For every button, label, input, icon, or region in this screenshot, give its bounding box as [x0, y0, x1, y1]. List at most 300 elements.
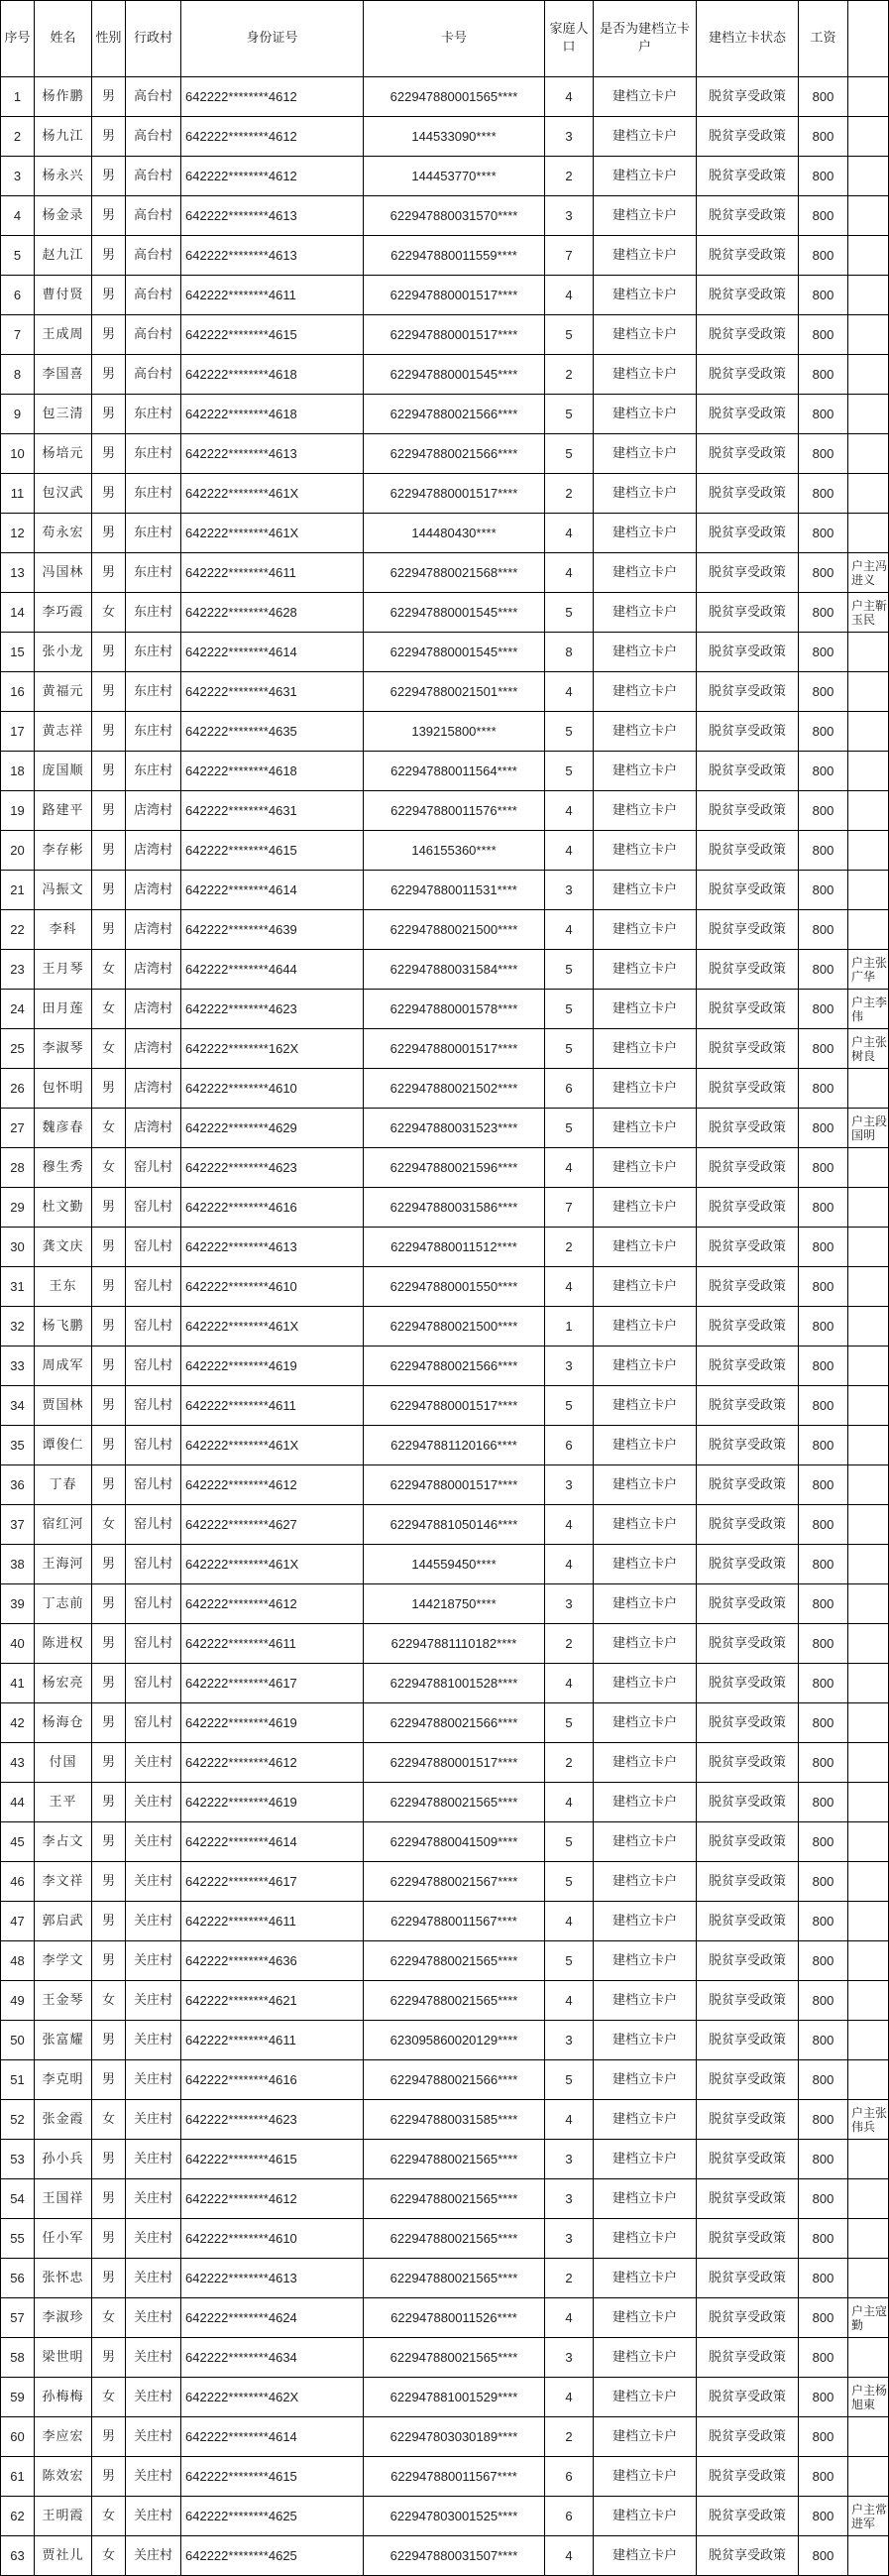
- cell-name: 包汉武: [35, 474, 92, 514]
- cell-established: 建档立卡户: [594, 434, 697, 474]
- cell-seq: 13: [1, 553, 35, 593]
- cell-seq: 2: [1, 117, 35, 157]
- cell-status: 脱贫享受政策: [697, 355, 799, 395]
- cell-established: 建档立卡户: [594, 1703, 697, 1743]
- cell-village: 关庄村: [126, 1822, 181, 1862]
- cell-sex: 男: [92, 2140, 126, 2179]
- cell-village: 关庄村: [126, 1783, 181, 1822]
- table-row: [1, 434, 889, 474]
- table-row: [1, 1743, 889, 1783]
- cell-wage: 800: [799, 1822, 848, 1862]
- cell-wage: 800: [799, 2338, 848, 2378]
- cell-village: 窑儿村: [126, 1584, 181, 1624]
- cell-wage: 800: [799, 1624, 848, 1664]
- table-row: [1, 1069, 889, 1109]
- table-row: [1, 1386, 889, 1426]
- cell-pop: 7: [545, 1188, 594, 1228]
- cell-sex: 女: [92, 2100, 126, 2140]
- cell-village: 窑儿村: [126, 1703, 181, 1743]
- cell-established: 建档立卡户: [594, 1307, 697, 1347]
- cell-established: 建档立卡户: [594, 474, 697, 514]
- cell-established: 建档立卡户: [594, 1862, 697, 1902]
- cell-status: 脱贫享受政策: [697, 2100, 799, 2140]
- cell-seq: 25: [1, 1029, 35, 1069]
- cell-status: 脱贫享受政策: [697, 2497, 799, 2536]
- cell-pop: 5: [545, 990, 594, 1029]
- cell-remark: [848, 474, 889, 514]
- cell-sex: 男: [92, 1307, 126, 1347]
- cell-wage: 800: [799, 1307, 848, 1347]
- cell-seq: 14: [1, 593, 35, 633]
- cell-established: 建档立卡户: [594, 910, 697, 950]
- cell-id: 642222********4613: [181, 2259, 364, 2298]
- cell-name: 李淑琴: [35, 1029, 92, 1069]
- cell-established: 建档立卡户: [594, 2219, 697, 2259]
- cell-name: 杨金录: [35, 196, 92, 236]
- cell-established: 建档立卡户: [594, 672, 697, 712]
- cell-seq: 16: [1, 672, 35, 712]
- cell-pop: 3: [545, 2179, 594, 2219]
- cell-card: 144533090****: [364, 117, 545, 157]
- cell-card: 622947880031523****: [364, 1109, 545, 1148]
- cell-status: 脱贫享受政策: [697, 2378, 799, 2417]
- cell-pop: 4: [545, 1902, 594, 1941]
- cell-seq: 31: [1, 1267, 35, 1307]
- cell-wage: 800: [799, 1188, 848, 1228]
- cell-remark: 户主张树良: [848, 1029, 889, 1069]
- cell-wage: 800: [799, 1584, 848, 1624]
- cell-village: 关庄村: [126, 1902, 181, 1941]
- cell-seq: 21: [1, 871, 35, 910]
- cell-pop: 4: [545, 1148, 594, 1188]
- cell-wage: 800: [799, 1902, 848, 1941]
- cell-village: 关庄村: [126, 2298, 181, 2338]
- cell-status: 脱贫享受政策: [697, 553, 799, 593]
- cell-sex: 女: [92, 593, 126, 633]
- cell-remark: [848, 2259, 889, 2298]
- cell-pop: 3: [545, 117, 594, 157]
- cell-established: 建档立卡户: [594, 2417, 697, 2457]
- cell-wage: 800: [799, 831, 848, 871]
- cell-card: 622947880021565****: [364, 1783, 545, 1822]
- cell-village: 高台村: [126, 196, 181, 236]
- cell-sex: 男: [92, 1822, 126, 1862]
- cell-seq: 39: [1, 1584, 35, 1624]
- cell-remark: [848, 1981, 889, 2021]
- cell-name: 穆生秀: [35, 1148, 92, 1188]
- cell-card: 622947880021565****: [364, 2140, 545, 2179]
- cell-established: 建档立卡户: [594, 355, 697, 395]
- cell-name: 梁世明: [35, 2338, 92, 2378]
- cell-wage: 800: [799, 2417, 848, 2457]
- cell-wage: 800: [799, 77, 848, 117]
- cell-village: 店湾村: [126, 791, 181, 831]
- cell-wage: 800: [799, 315, 848, 355]
- cell-established: 建档立卡户: [594, 395, 697, 434]
- cell-village: 关庄村: [126, 2140, 181, 2179]
- cell-sex: 男: [92, 1703, 126, 1743]
- cell-village: 窑儿村: [126, 1267, 181, 1307]
- table-row: [1, 474, 889, 514]
- header-card: 卡号: [364, 1, 545, 77]
- cell-village: 店湾村: [126, 1069, 181, 1109]
- table-row: [1, 1465, 889, 1505]
- table-row: [1, 593, 889, 633]
- table-row: [1, 2497, 889, 2536]
- cell-status: 脱贫享受政策: [697, 1941, 799, 1981]
- cell-remark: [848, 910, 889, 950]
- cell-status: 脱贫享受政策: [697, 1267, 799, 1307]
- cell-card: 622947880001550****: [364, 1267, 545, 1307]
- cell-seq: 46: [1, 1862, 35, 1902]
- cell-card: 622947803030189****: [364, 2417, 545, 2457]
- cell-status: 脱贫享受政策: [697, 1069, 799, 1109]
- cell-wage: 800: [799, 1941, 848, 1981]
- cell-name: 苟永宏: [35, 514, 92, 553]
- cell-pop: 5: [545, 2060, 594, 2100]
- cell-id: 642222********4614: [181, 1822, 364, 1862]
- table-row: [1, 1228, 889, 1267]
- cell-village: 东庄村: [126, 593, 181, 633]
- cell-card: 622947880001517****: [364, 315, 545, 355]
- cell-pop: 2: [545, 2259, 594, 2298]
- cell-wage: 800: [799, 1664, 848, 1703]
- cell-pop: 5: [545, 950, 594, 990]
- cell-id: 642222********461X: [181, 1545, 364, 1584]
- cell-established: 建档立卡户: [594, 1941, 697, 1981]
- cell-remark: 户主常进军: [848, 2497, 889, 2536]
- cell-seq: 8: [1, 355, 35, 395]
- cell-card: 622947880011531****: [364, 871, 545, 910]
- cell-name: 杨九江: [35, 117, 92, 157]
- cell-id: 642222********4611: [181, 553, 364, 593]
- cell-village: 关庄村: [126, 2259, 181, 2298]
- cell-name: 王国祥: [35, 2179, 92, 2219]
- cell-card: 144453770****: [364, 157, 545, 196]
- cell-pop: 5: [545, 1029, 594, 1069]
- cell-card: 622947880011526****: [364, 2298, 545, 2338]
- cell-name: 冯振文: [35, 871, 92, 910]
- cell-status: 脱贫享受政策: [697, 236, 799, 276]
- cell-pop: 4: [545, 2378, 594, 2417]
- cell-village: 窑儿村: [126, 1148, 181, 1188]
- cell-remark: [848, 236, 889, 276]
- cell-sex: 男: [92, 2021, 126, 2060]
- cell-wage: 800: [799, 950, 848, 990]
- cell-remark: 户主靳玉民: [848, 593, 889, 633]
- cell-id: 642222********4627: [181, 1505, 364, 1545]
- cell-name: 包三清: [35, 395, 92, 434]
- cell-remark: [848, 1069, 889, 1109]
- cell-village: 东庄村: [126, 434, 181, 474]
- cell-id: 642222********4613: [181, 196, 364, 236]
- cell-pop: 4: [545, 553, 594, 593]
- cell-village: 高台村: [126, 315, 181, 355]
- cell-remark: [848, 1703, 889, 1743]
- cell-name: 黄志祥: [35, 712, 92, 752]
- cell-status: 脱贫享受政策: [697, 950, 799, 990]
- cell-village: 东庄村: [126, 672, 181, 712]
- cell-card: 622947880031570****: [364, 196, 545, 236]
- cell-wage: 800: [799, 2021, 848, 2060]
- cell-id: 642222********4616: [181, 2060, 364, 2100]
- table-row: [1, 1188, 889, 1228]
- cell-card: 622947880011576****: [364, 791, 545, 831]
- cell-wage: 800: [799, 633, 848, 672]
- cell-card: 622947880021565****: [364, 2338, 545, 2378]
- cell-pop: 5: [545, 1941, 594, 1981]
- cell-sex: 男: [92, 712, 126, 752]
- cell-established: 建档立卡户: [594, 752, 697, 791]
- cell-established: 建档立卡户: [594, 1465, 697, 1505]
- cell-wage: 800: [799, 553, 848, 593]
- cell-id: 642222********461X: [181, 1307, 364, 1347]
- cell-status: 脱贫享受政策: [697, 593, 799, 633]
- cell-id: 642222********4628: [181, 593, 364, 633]
- table-row: [1, 1941, 889, 1981]
- cell-id: 642222********4612: [181, 157, 364, 196]
- cell-name: 张富耀: [35, 2021, 92, 2060]
- cell-remark: [848, 276, 889, 315]
- cell-remark: [848, 157, 889, 196]
- cell-id: 642222********4631: [181, 672, 364, 712]
- cell-name: 孙小兵: [35, 2140, 92, 2179]
- cell-card: 622947880011567****: [364, 2457, 545, 2497]
- cell-sex: 男: [92, 633, 126, 672]
- cell-sex: 男: [92, 276, 126, 315]
- cell-village: 东庄村: [126, 712, 181, 752]
- cell-name: 李占文: [35, 1822, 92, 1862]
- table-row: [1, 1347, 889, 1386]
- cell-village: 高台村: [126, 236, 181, 276]
- cell-pop: 4: [545, 1783, 594, 1822]
- cell-status: 脱贫享受政策: [697, 791, 799, 831]
- cell-sex: 女: [92, 1029, 126, 1069]
- cell-id: 642222********4624: [181, 2298, 364, 2338]
- table-row: [1, 1505, 889, 1545]
- cell-established: 建档立卡户: [594, 1981, 697, 2021]
- cell-name: 赵九江: [35, 236, 92, 276]
- cell-wage: 800: [799, 2140, 848, 2179]
- cell-established: 建档立卡户: [594, 1426, 697, 1465]
- cell-name: 谭俊仁: [35, 1426, 92, 1465]
- cell-status: 脱贫享受政策: [697, 2417, 799, 2457]
- cell-seq: 58: [1, 2338, 35, 2378]
- cell-sex: 男: [92, 1188, 126, 1228]
- cell-id: 642222********4613: [181, 236, 364, 276]
- cell-wage: 800: [799, 355, 848, 395]
- table-row: [1, 1822, 889, 1862]
- cell-remark: [848, 196, 889, 236]
- cell-seq: 36: [1, 1465, 35, 1505]
- cell-wage: 800: [799, 1386, 848, 1426]
- cell-sex: 男: [92, 514, 126, 553]
- cell-id: 642222********4615: [181, 2140, 364, 2179]
- cell-village: 店湾村: [126, 990, 181, 1029]
- cell-remark: 户主段国明: [848, 1109, 889, 1148]
- cell-sex: 男: [92, 910, 126, 950]
- cell-pop: 6: [545, 1426, 594, 1465]
- cell-card: 622947880021565****: [364, 2259, 545, 2298]
- table-row: [1, 672, 889, 712]
- cell-established: 建档立卡户: [594, 2536, 697, 2576]
- cell-village: 窑儿村: [126, 1188, 181, 1228]
- cell-card: 622947881001529****: [364, 2378, 545, 2417]
- cell-pop: 4: [545, 1981, 594, 2021]
- cell-remark: [848, 1941, 889, 1981]
- cell-sex: 女: [92, 2378, 126, 2417]
- cell-pop: 5: [545, 1703, 594, 1743]
- cell-status: 脱贫享受政策: [697, 2140, 799, 2179]
- cell-wage: 800: [799, 157, 848, 196]
- cell-name: 张小龙: [35, 633, 92, 672]
- cell-wage: 800: [799, 276, 848, 315]
- cell-id: 642222********4612: [181, 1743, 364, 1783]
- table-row: [1, 196, 889, 236]
- cell-remark: [848, 1386, 889, 1426]
- cell-established: 建档立卡户: [594, 1188, 697, 1228]
- cell-wage: 800: [799, 1703, 848, 1743]
- table-row: [1, 2536, 889, 2576]
- cell-remark: [848, 1743, 889, 1783]
- cell-card: 622947880021566****: [364, 1347, 545, 1386]
- cell-sex: 女: [92, 990, 126, 1029]
- table-row: [1, 1029, 889, 1069]
- cell-remark: [848, 514, 889, 553]
- cell-name: 贾社儿: [35, 2536, 92, 2576]
- cell-card: 622947880001565****: [364, 77, 545, 117]
- cell-status: 脱贫享受政策: [697, 990, 799, 1029]
- cell-remark: [848, 117, 889, 157]
- cell-status: 脱贫享受政策: [697, 1822, 799, 1862]
- cell-pop: 2: [545, 157, 594, 196]
- cell-remark: [848, 2457, 889, 2497]
- cell-village: 东庄村: [126, 553, 181, 593]
- cell-status: 脱贫享受政策: [697, 1465, 799, 1505]
- cell-sex: 男: [92, 1902, 126, 1941]
- cell-status: 脱贫享受政策: [697, 1743, 799, 1783]
- header-established: 是否为建档立卡户: [594, 1, 697, 77]
- cell-seq: 32: [1, 1307, 35, 1347]
- cell-status: 脱贫享受政策: [697, 1505, 799, 1545]
- cell-village: 关庄村: [126, 1981, 181, 2021]
- cell-seq: 20: [1, 831, 35, 871]
- cell-established: 建档立卡户: [594, 1228, 697, 1267]
- table-row: [1, 2338, 889, 2378]
- cell-seq: 15: [1, 633, 35, 672]
- cell-pop: 3: [545, 2140, 594, 2179]
- table-row: [1, 1426, 889, 1465]
- cell-name: 路建平: [35, 791, 92, 831]
- cell-established: 建档立卡户: [594, 276, 697, 315]
- cell-seq: 11: [1, 474, 35, 514]
- cell-sex: 男: [92, 791, 126, 831]
- cell-name: 杨飞鹏: [35, 1307, 92, 1347]
- cell-established: 建档立卡户: [594, 2378, 697, 2417]
- table-row: [1, 831, 889, 871]
- cell-name: 李文祥: [35, 1862, 92, 1902]
- cell-status: 脱贫享受政策: [697, 1188, 799, 1228]
- cell-seq: 27: [1, 1109, 35, 1148]
- cell-id: 642222********4611: [181, 1624, 364, 1664]
- cell-sex: 男: [92, 1624, 126, 1664]
- cell-card: 622947881050146****: [364, 1505, 545, 1545]
- cell-wage: 800: [799, 2497, 848, 2536]
- cell-seq: 54: [1, 2179, 35, 2219]
- cell-sex: 女: [92, 1505, 126, 1545]
- cell-village: 高台村: [126, 355, 181, 395]
- table-row: [1, 1624, 889, 1664]
- cell-card: 139215800****: [364, 712, 545, 752]
- cell-name: 李学文: [35, 1941, 92, 1981]
- cell-pop: 5: [545, 712, 594, 752]
- cell-sex: 男: [92, 1386, 126, 1426]
- cell-seq: 5: [1, 236, 35, 276]
- cell-remark: [848, 1664, 889, 1703]
- cell-pop: 6: [545, 2457, 594, 2497]
- cell-remark: [848, 1347, 889, 1386]
- cell-sex: 男: [92, 355, 126, 395]
- cell-seq: 9: [1, 395, 35, 434]
- cell-pop: 7: [545, 236, 594, 276]
- cell-status: 脱贫享受政策: [697, 2060, 799, 2100]
- cell-card: 622947880001517****: [364, 276, 545, 315]
- header-row: [1, 1, 889, 77]
- cell-card: 622947880021565****: [364, 1981, 545, 2021]
- cell-established: 建档立卡户: [594, 1029, 697, 1069]
- cell-sex: 男: [92, 831, 126, 871]
- cell-sex: 男: [92, 871, 126, 910]
- cell-card: 622947880001545****: [364, 593, 545, 633]
- cell-name: 李巧霞: [35, 593, 92, 633]
- cell-remark: [848, 1545, 889, 1584]
- cell-id: 642222********4610: [181, 2219, 364, 2259]
- cell-name: 魏彦春: [35, 1109, 92, 1148]
- cell-pop: 3: [545, 1347, 594, 1386]
- cell-village: 窑儿村: [126, 1624, 181, 1664]
- cell-remark: [848, 791, 889, 831]
- cell-status: 脱贫享受政策: [697, 1148, 799, 1188]
- cell-village: 关庄村: [126, 2179, 181, 2219]
- cell-pop: 2: [545, 1743, 594, 1783]
- cell-id: 642222********4618: [181, 355, 364, 395]
- cell-wage: 800: [799, 1148, 848, 1188]
- cell-card: 622947880021596****: [364, 1148, 545, 1188]
- cell-card: 622947880021502****: [364, 1069, 545, 1109]
- cell-status: 脱贫享受政策: [697, 831, 799, 871]
- table-row: [1, 950, 889, 990]
- cell-name: 张金霞: [35, 2100, 92, 2140]
- cell-status: 脱贫享受政策: [697, 434, 799, 474]
- cell-name: 黄福元: [35, 672, 92, 712]
- cell-established: 建档立卡户: [594, 2259, 697, 2298]
- cell-name: 郭启武: [35, 1902, 92, 1941]
- cell-established: 建档立卡户: [594, 1505, 697, 1545]
- table-row: [1, 1862, 889, 1902]
- cell-name: 杨宏亮: [35, 1664, 92, 1703]
- cell-pop: 2: [545, 474, 594, 514]
- table-row: [1, 871, 889, 910]
- cell-sex: 男: [92, 236, 126, 276]
- cell-pop: 4: [545, 77, 594, 117]
- table-row: [1, 2259, 889, 2298]
- cell-wage: 800: [799, 1029, 848, 1069]
- cell-wage: 800: [799, 1465, 848, 1505]
- cell-village: 关庄村: [126, 1862, 181, 1902]
- cell-pop: 4: [545, 1267, 594, 1307]
- cell-seq: 35: [1, 1426, 35, 1465]
- cell-wage: 800: [799, 2060, 848, 2100]
